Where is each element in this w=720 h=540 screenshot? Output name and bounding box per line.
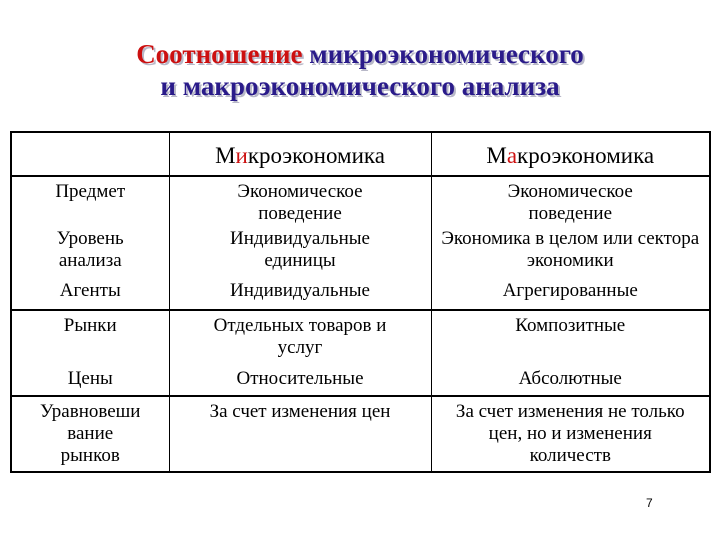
- row-macro: Экономическое поведение: [431, 176, 710, 228]
- header-macro: [431, 132, 710, 176]
- row-micro: Индивидуальные единицы: [169, 228, 431, 278]
- header-micro-rest: кроэкономика: [247, 143, 385, 168]
- title-line-2: и макроэкономического анализа: [160, 71, 560, 101]
- table-row: [11, 278, 710, 310]
- table-row: [11, 228, 710, 278]
- row-micro: Отдельных товаров и услуг: [169, 310, 431, 362]
- row-macro: Абсолютные: [431, 362, 710, 396]
- table-row: [11, 176, 710, 228]
- table-row: [11, 396, 710, 472]
- row-micro: Индивидуальные: [169, 278, 431, 310]
- comparison-table: [10, 131, 711, 473]
- row-label: Предмет: [11, 176, 169, 228]
- header-empty-cell: [11, 132, 169, 176]
- row-macro: За счет изменения не только цен, но и изменения количеств: [431, 396, 710, 472]
- table-row: [11, 362, 710, 396]
- row-label: Цены: [11, 362, 169, 396]
- header-macro-rest: кроэкономика: [517, 143, 655, 168]
- table-row: [11, 310, 710, 362]
- row-macro: Композитные: [431, 310, 710, 362]
- row-label: Рынки: [11, 310, 169, 362]
- header-micro-first: М: [215, 143, 236, 168]
- header-micro-accent: и: [235, 143, 248, 168]
- row-macro: Агрегированные: [431, 278, 710, 310]
- row-micro: Относительные: [169, 362, 431, 396]
- title-line-1: [60, 38, 660, 70]
- title-line-1-rest: микроэкономического: [302, 39, 584, 69]
- header-micro: [169, 132, 431, 176]
- title-red-word: Соотношение: [136, 39, 303, 69]
- header-macro-first: М: [486, 143, 507, 168]
- row-label: Агенты: [11, 278, 169, 310]
- slide-title: [60, 38, 660, 102]
- row-micro: За счет изменения цен: [169, 396, 431, 472]
- table-header-row: [11, 132, 710, 176]
- row-macro: Экономика в целом или сектора экономики: [431, 228, 710, 278]
- row-label: Уравновеши вание рынков: [11, 396, 169, 472]
- header-macro-accent: а: [506, 143, 518, 168]
- row-label: Уровень анализа: [11, 228, 169, 278]
- page-number: 7: [646, 496, 653, 510]
- row-micro: Экономическое поведение: [169, 176, 431, 228]
